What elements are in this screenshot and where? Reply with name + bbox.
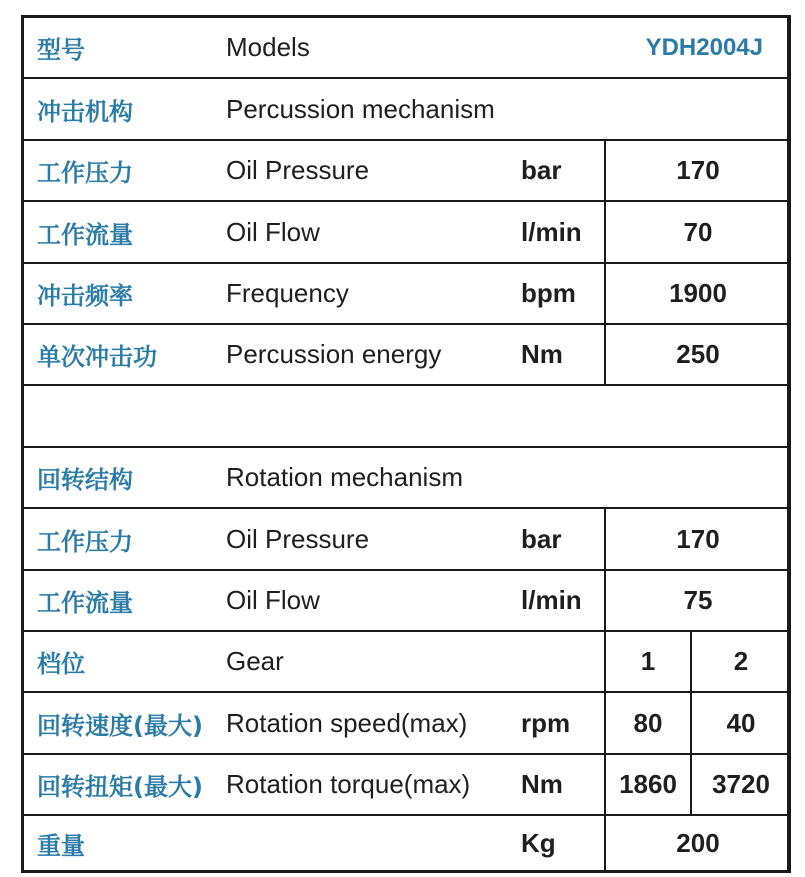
param-unit: rpm xyxy=(521,707,571,738)
param-unit: bar xyxy=(521,523,562,554)
param-zh-label: 回转速度(最大) xyxy=(37,711,203,740)
rotation-title-zh: 回转结构 xyxy=(37,466,133,494)
param-unit: bpm xyxy=(521,278,576,308)
row-rotation-torque xyxy=(24,755,787,816)
models-en-label: Models xyxy=(226,32,310,62)
param-zh-label: 工作压力 xyxy=(37,159,133,187)
row-spacer xyxy=(24,386,787,448)
percussion-title-en: Percussion mechanism xyxy=(226,93,495,124)
param-zh-label: 回转扭矩(最大) xyxy=(37,773,203,801)
param-en-label: Oil Pressure xyxy=(226,523,370,554)
param-zh-label: 档位 xyxy=(37,650,85,678)
param-en-label: Rotation torque(max) xyxy=(226,769,471,799)
param-zh-label: 工作流量 xyxy=(37,220,133,249)
row-rotation-oil-flow xyxy=(24,571,787,632)
row-percussion-title xyxy=(24,79,787,141)
spec-table xyxy=(21,15,791,873)
row-percussion-oil-flow xyxy=(24,202,787,264)
percussion-title-zh: 冲击机构 xyxy=(37,97,133,126)
rotation-title-en: Rotation mechanism xyxy=(226,462,463,492)
models-zh-label: 型号 xyxy=(37,36,85,64)
param-zh-label: 重量 xyxy=(37,831,85,860)
param-unit: l/min xyxy=(521,585,582,615)
row-rotation-speed xyxy=(24,693,787,755)
torque-gear-2-value: 3720 xyxy=(690,755,790,814)
param-en-label: Frequency xyxy=(226,278,349,308)
param-value: 250 xyxy=(604,325,790,384)
speed-gear-1-value: 80 xyxy=(604,693,690,753)
param-value: 170 xyxy=(604,509,790,569)
param-en-label: Percussion energy xyxy=(226,339,442,369)
param-unit: Nm xyxy=(521,339,563,369)
param-zh-label: 单次冲击功 xyxy=(37,343,157,371)
param-en-label: Oil Pressure xyxy=(226,155,370,185)
param-zh-label: 工作压力 xyxy=(37,527,133,556)
param-en-label: Rotation speed(max) xyxy=(226,707,468,738)
param-value: 200 xyxy=(604,816,790,870)
row-gear xyxy=(24,632,787,693)
row-frequency xyxy=(24,264,787,325)
param-unit: Kg xyxy=(521,827,556,858)
model-number: YDH2004J xyxy=(645,33,763,61)
param-unit: bar xyxy=(521,155,562,185)
param-en-label: Oil Flow xyxy=(226,585,320,615)
param-zh-label: 工作流量 xyxy=(37,589,133,617)
row-rotation-oil-pressure xyxy=(24,509,787,571)
row-rotation-title xyxy=(24,448,787,509)
speed-gear-2-value: 40 xyxy=(690,693,790,753)
torque-gear-1-value: 1860 xyxy=(604,755,690,814)
gear-2-value: 2 xyxy=(690,632,790,691)
row-percussion-energy xyxy=(24,325,787,386)
row-weight xyxy=(24,816,787,870)
gear-1-value: 1 xyxy=(604,632,690,691)
param-value: 170 xyxy=(604,141,790,200)
param-value: 70 xyxy=(604,202,790,262)
param-unit: Nm xyxy=(521,769,563,799)
param-value: 1900 xyxy=(604,264,790,323)
param-en-label: Gear xyxy=(226,646,284,676)
param-value: 75 xyxy=(604,571,790,630)
row-models xyxy=(24,18,787,79)
param-en-label: Oil Flow xyxy=(226,216,320,247)
param-unit: l/min xyxy=(521,216,582,247)
param-zh-label: 冲击频率 xyxy=(37,282,133,310)
row-percussion-oil-pressure xyxy=(24,141,787,202)
